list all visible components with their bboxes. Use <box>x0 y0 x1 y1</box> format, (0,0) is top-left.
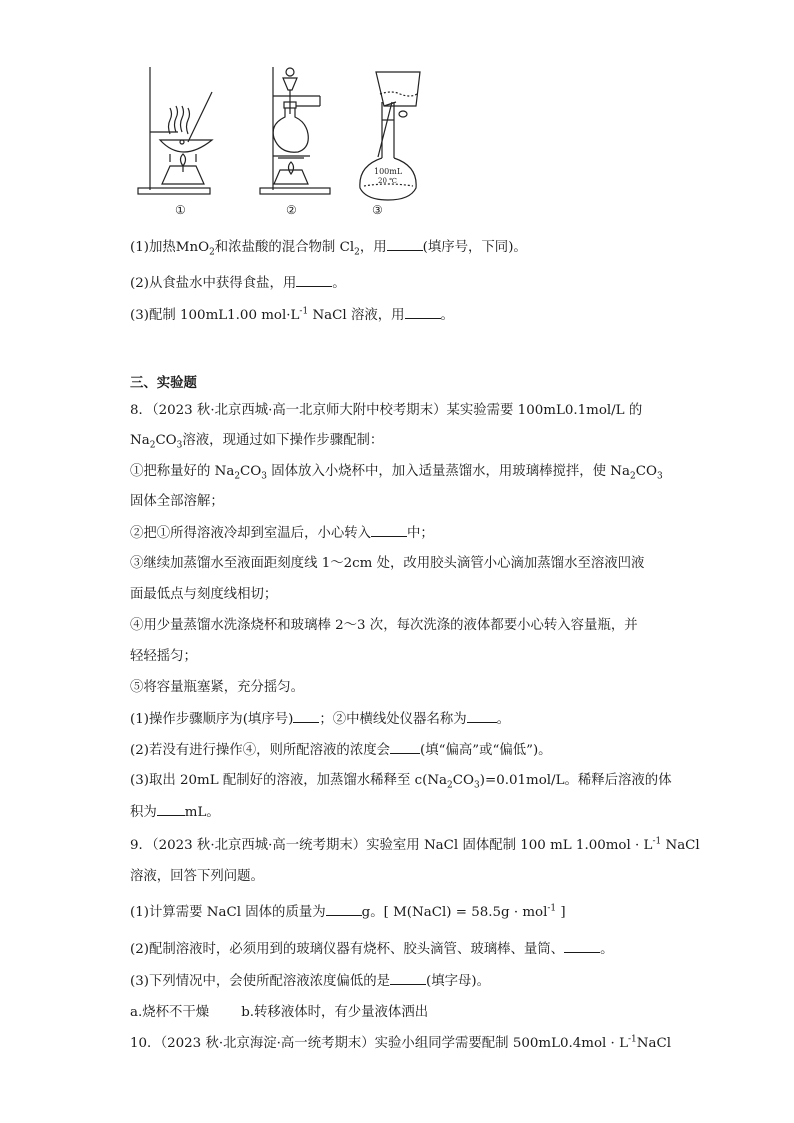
figure-label-2: ② <box>286 203 297 217</box>
q7-part3: (3)配制 100mL1.00 $mol\cdot L^{-1}$ NaCl 溶液，用 。 <box>130 306 454 323</box>
q8-step2: ②把①所得溶液冷却到室温后，小心转入 中； <box>130 526 434 541</box>
apparatus-figure <box>130 62 440 222</box>
option-b: b.转移液体时，有少量液体洒出 <box>241 1005 429 1020</box>
answer-blank[interactable] <box>157 803 185 816</box>
q8-step1: ①把称量好的 $Na_2CO_3$ 固体放入小烧杯中，加入适量蒸馏水，用玻璃棒搅拌，使 $Na_2CO_3$ <box>130 464 663 482</box>
q9-intro: 9．（2023 秋·北京西城·高一统考期末）实验室用 NaCl 固体配制 100 mL $1.00mol \cdot L^{-1}$ NaCl <box>130 836 700 853</box>
flask-temp-mark: 20 ℃ <box>378 177 397 185</box>
q8-step5: ⑤将容量瓶塞紧，充分摇匀。 <box>130 680 305 695</box>
answer-blank[interactable] <box>467 710 497 723</box>
q9-question3: (3)下列情况中，会使所配溶液浓度偏低的是 (填字母)。 <box>130 974 491 989</box>
q9-question1: (1)计算需要 NaCl 固体的质量为 g。[ M(NaCl) = 58.5g · mol$^{-1}$ ] <box>130 903 566 920</box>
figure-label-3: ③ <box>372 203 383 217</box>
apparatus-1-evaporation <box>138 67 212 194</box>
q8-intro-2: $Na_2CO_3$溶液，现通过如下操作步骤配制： <box>130 433 384 451</box>
answer-blank[interactable] <box>326 903 362 916</box>
flask-volume-mark: 100mL <box>374 167 403 176</box>
q9-question2: (2)配制溶液时，必须用到的玻璃仪器有烧杯、胶头滴管、玻璃棒、量筒、 。 <box>130 942 614 957</box>
q10-intro: 10．（2023 秋·北京海淀·高一统考期末）实验小组同学需要配制 $500mL0.4mol \cdot L^{-1}NaCl$ <box>130 1034 671 1051</box>
apparatus-2-gas-generator <box>260 67 330 194</box>
q9-options <box>130 1004 428 1022</box>
q8-question3: (3)取出 20mL 配制好的溶液，加蒸馏水稀释至 $c(Na_2CO_3)=0.01mol/L$。稀释后溶液的体 <box>130 773 672 791</box>
answer-blank[interactable] <box>296 274 332 287</box>
option-a: a.烧杯不干燥 <box>130 1005 210 1020</box>
q8-question3-cont: 积为 mL。 <box>130 805 220 820</box>
q8-step4: ④用少量蒸馏水洗涤烧杯和玻璃棒 2～3 次，每次洗涤的液体都要小心转入容量瓶，并 <box>130 618 638 633</box>
answer-blank[interactable] <box>387 238 423 251</box>
q8-question2: (2)若没有进行操作④，则所配溶液的浓度会 (填“偏高”或“偏低”)。 <box>130 743 552 758</box>
q8-question1: (1)操作步骤顺序为(填序号) ；②中横线处仪器名称为 。 <box>130 712 511 727</box>
figure-label-1: ① <box>175 203 186 217</box>
q9-intro-2: 溶液，回答下列问题。 <box>130 869 264 884</box>
section-title: 三、实验题 <box>130 375 197 391</box>
answer-blank[interactable] <box>564 940 600 953</box>
answer-blank[interactable] <box>405 306 441 319</box>
q8-step4-cont: 轻轻摇匀； <box>130 649 197 664</box>
answer-blank[interactable] <box>293 710 319 723</box>
q8-step3-cont: 面最低点与刻度线相切； <box>130 587 278 602</box>
answer-blank[interactable] <box>390 972 426 985</box>
q7-part1: (1)加热MnO$_2$和浓盐酸的混合物制 $Cl_2$，用 (填序号，下同)。 <box>130 240 527 258</box>
answer-blank[interactable] <box>371 524 407 537</box>
q8-step3: ③继续加蒸馏水至液面距刻度线 1～2cm 处，改用胶头滴管小心滴加蒸馏水至溶液凹液 <box>130 556 645 571</box>
q8-intro: 8．（2023 秋·北京西城·高一北京师大附中校考期末）某实验需要 100mL0.1mol/L 的 <box>130 403 643 418</box>
q7-part2: (2)从食盐水中获得食盐，用 。 <box>130 276 346 291</box>
q8-step1-cont: 固体全部溶解； <box>130 494 224 509</box>
answer-blank[interactable] <box>390 741 420 754</box>
